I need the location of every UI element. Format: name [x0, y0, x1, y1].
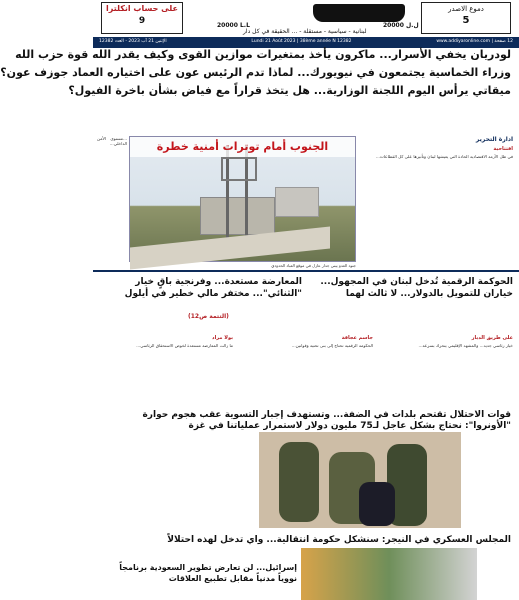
news-photo-crowd[interactable] — [301, 548, 477, 600]
right-editorial-column — [363, 136, 513, 159]
column-1 — [379, 332, 513, 404]
right-box-number: 5 — [462, 15, 470, 26]
top-headlines — [0, 48, 519, 102]
headline-row2-left[interactable]: الحوكمة الرقمية تُدخل لبنان في المجهول... خياران للتمويل بالدولار... لا ثالث لهما — [320, 277, 513, 299]
headline-1[interactable]: لودريان يخفي الأسرار... ماكرون يأخذ بمتغيرات موازين القوى وكيف يقدر الله قوة حزب الله — [15, 48, 511, 61]
building-shape — [275, 187, 319, 217]
photo-banner: الجنوب أمام توترات أمنية خطرة — [130, 137, 355, 157]
left-box-number: 9 — [138, 16, 146, 26]
photo-caption: جنود العدو يبني جدار عازل في موقع العباد الحدودي — [271, 263, 356, 268]
left-box-title: على حساب انكلترا — [106, 4, 178, 13]
left-column-text: ...مستوى الأمن الداخلي... — [97, 136, 127, 147]
section-title: ادارة التحرير — [475, 136, 513, 143]
second-row-headlines — [99, 276, 513, 300]
column-1-title: على طريق الديار — [471, 335, 513, 341]
middle-divider — [93, 270, 519, 272]
detainee-shape — [359, 482, 395, 526]
antenna-tower-icon — [226, 145, 248, 245]
soldier-shape — [279, 442, 319, 522]
price-right: 20000 ل.ل — [383, 22, 419, 29]
slogan: لبنانية - سياسية - مستقلة - ... الحقيقة في كل دار — [243, 28, 367, 35]
column-1-text: خيار رئاسي جديد... والمشهد الإقليمي يتحرك بسرعة... — [418, 343, 513, 348]
price-left: 20000 L.L — [217, 22, 250, 29]
newspaper-logo-icon — [313, 4, 405, 22]
headline-row2-right[interactable]: المعارضة مستعدة... وفرنجية باقٍ خيار "الثنائي"... مختفر مالي خطير في أيلول — [124, 277, 302, 299]
lead-photo[interactable] — [129, 136, 356, 262]
headline-3[interactable]: ميقاتي يرأس اليوم اللجنة الوزارية... هل يتخذ قراراً مع فياض بشأن باخرة الفيول؟ — [68, 84, 511, 97]
headline-bottom-left[interactable]: إسرائيل... لن تعارض تطوير السعودية برنامجاً نووياً مدنياً مقابل تطبيع العلاقات — [119, 563, 297, 583]
dateline-left: 12 صفحة | www.addiyaronline.com — [436, 39, 513, 44]
headline-middle[interactable]: قوات الاحتلال تقتحم بلدات في الضفة... وتستهدف إجبار التسوية عقب هجوم حوارة "الأونروا": نحتاج بشكل عاجل لـ75 مليون دولار لاستمرار عملياتنا في غزة — [142, 410, 511, 431]
column-2 — [239, 332, 373, 404]
column-3 — [99, 332, 233, 404]
dateline-bar — [93, 37, 519, 46]
section-kicker: افتتاحية — [493, 146, 513, 152]
dateline-center: Lundi 21 Août 2023 | 38ème année N 12382 — [251, 39, 352, 44]
masthead — [93, 0, 519, 36]
left-column — [97, 136, 127, 146]
news-photo-soldiers[interactable] — [259, 432, 461, 528]
column-3-text: ما زالت المعارضة مستعدة لخوض الاستحقاق الرئاسي... — [136, 343, 233, 348]
editorial-text: في ظل الأزمة الاقتصادية الحادة التي يعيشها لبنان وتأثيرها على كل القطاعات... — [375, 154, 513, 159]
left-feature-box[interactable] — [101, 2, 183, 34]
middle-columns — [99, 332, 513, 404]
headline-bottom[interactable]: المجلس العسكري في النيجر: سنشكل حكومة انتقالية... واي تدخل لهذه احتلالاً — [167, 535, 511, 545]
dateline-right: الإثنين 21 آب 2023 - العدد 12382 — [99, 39, 167, 44]
right-box-title: دموع الاصدر — [448, 5, 484, 13]
logo — [189, 0, 421, 24]
column-2-title: جاسم عجاقة — [341, 335, 373, 341]
column-2-text: الحكومة الرقمية تحتاج إلى بنى تحتية وقوانين... — [291, 343, 373, 348]
continuation-tag: (التتمة ص12) — [188, 313, 229, 320]
right-feature-box[interactable] — [421, 2, 511, 34]
column-3-title: بولا مراد — [212, 335, 233, 341]
headline-2[interactable]: وزراء الخماسية يجتمعون في نيويورك... لماذا تدم الرئيس عون على اختياره العماد جوزف عون؟ — [0, 66, 511, 79]
